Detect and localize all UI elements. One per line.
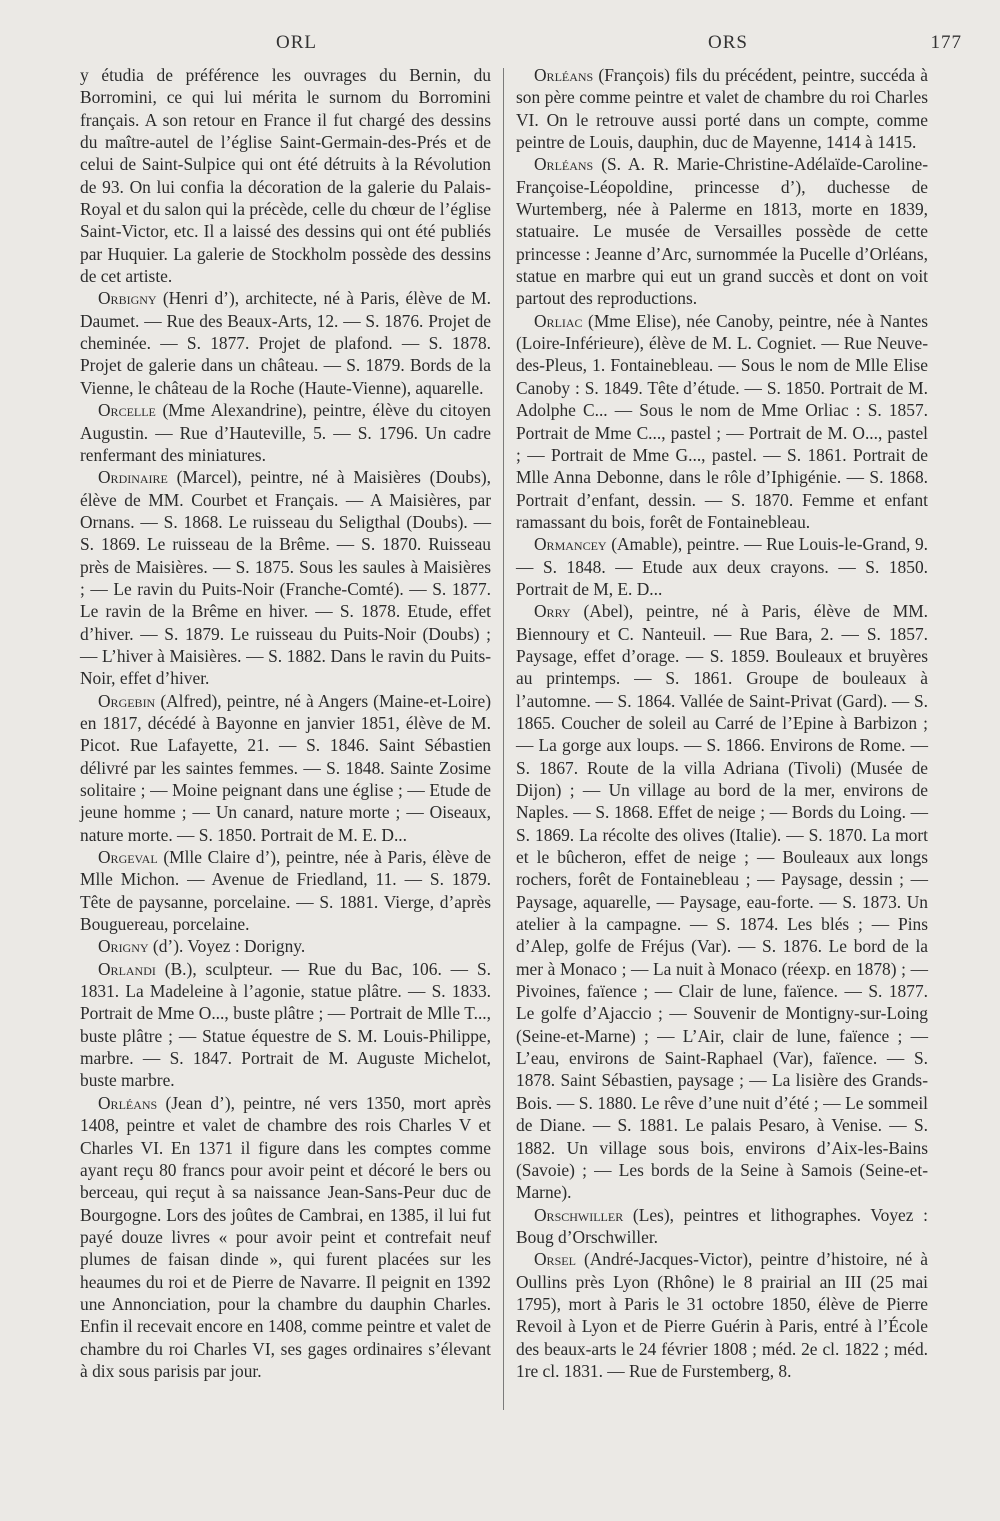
entry-name: Ormancey — [534, 534, 607, 555]
entry-name: Orsel — [534, 1249, 576, 1270]
entry-name: Origny — [98, 936, 149, 957]
entry-text: (d’). Voyez : Dorigny. — [148, 936, 306, 957]
entry-name: Orlandi — [98, 958, 156, 979]
column-divider — [503, 68, 504, 1410]
entry-text: (Amable), peintre. — Rue Louis-le-Grand, 9. — S. 1848. — Etude aux deux crayons. — S. 1850. Portrait de M, E. D... — [516, 534, 928, 599]
entry-text: (B.), sculpteur. — Rue du Bac, 106. — S. 1831. La Madeleine à l’agonie, statue plâtre. — S. 1833. Portrait de Mme O..., buste plâtre ; — Portrait de Mlle T..., buste plâtre ; — Statue équestre de S. M. Louis-Philippe, marbre. — S. 1847. Portrait de M. Auguste Michelot, buste marbre. — [80, 958, 491, 1091]
entry-paragraph — [80, 846, 491, 935]
entry-text: (Henri d’), architecte, né à Paris, élève de M. Daumet. — Rue des Beaux-Arts, 12. — S. 1876. Projet de cheminée. — S. 1877. Projet de plafond. — S. 1878. Projet de galerie dans un château. — S. 1879. Bords de la Vienne, le château de la Roche (Haute-Vienne), aquarelle. — [80, 288, 491, 398]
entry-name: Orléans — [98, 1092, 158, 1113]
entry-text: (Mme Alexandrine), peintre, élève du citoyen Augustin. — Rue d’Hauteville, 5. — S. 1796. Un cadre renfermant des miniatures. — [80, 400, 491, 465]
left-column — [80, 64, 491, 1382]
entry-text: (Mme Elise), née Canoby, peintre, née à Nantes (Loire-Inférieure), élève de M. L. Cogniet. — Rue Neuve-des-Pleus, 1. Fontainebleau. — Sous le nom de Mlle Elise Canoby : S. 1849. Tête d’étude. — S. 1850. Portrait de M. Adolphe C... — Sous le nom de Mme Orliac : S. 1857. Portrait de Mme C..., pastel ; — Portrait de M. O..., pastel ; — Portrait de Mme G..., pastel. — S. 1861. Portrait de Mlle Anna Debonne, dans le rôle d’Iphigénie. — S. 1868. Portrait d’enfant, dessin. — S. 1870. Femme et enfant ramassant du bois, forêt de Fontainebleau. — [516, 310, 928, 532]
entry-text: (Marcel), peintre, né à Maisières (Doubs), élève de MM. Courbet et Français. — A Maisières, par Ornans. — S. 1868. Le ruisseau du Seligthal (Doubs). — S. 1869. Le ruisseau de la Brême. — S. 1870. Ruisseau près de Maisières. — S. 1875. Sous les saules à Maisières ; — Le ravin du Puits-Noir (Franche-Comté). — S. 1877. Le ravin de la Brême en hiver. — S. 1878. Etude, effet d’hiver. — S. 1879. Le ruisseau du Puits-Noir (Doubs) ; — L’hiver à Maisières. — S. 1882. Dans le ravin du Puits-Noir, effet d’hiver. — [80, 467, 491, 689]
entry-text: y étudia de préférence les ouvrages du Bernin, du Borromini, ce qui lui mérita le surnom du Borromini français. A son retour en France il fut chargé des dessins du maître-autel de l’église Saint-Germain-des-Prés et de celui de Saint-Sulpice qui ont été détruits à la Révolution de 93. On lui confia la décoration de la galerie du Palais-Royal et du salon qui la précède, celle du chœur de l’église Saint-Victor, etc. Il a laissé des dessins qui ont été publiés par Huquier. La galerie de Stockholm possède des dessins de cet artiste. — [80, 65, 491, 287]
entry-paragraph — [516, 600, 928, 1203]
entry-paragraph — [516, 1204, 928, 1249]
entry-text: (Abel), peintre, né à Paris, élève de MM. Biennoury et C. Nanteuil. — Rue Bara, 2. — S. 1857. Paysage, effet d’orage. — S. 1859. Bouleaux et bruyères au printemps. — S. 1861. Groupe de bouleaux à l’automne. — S. 1864. Vallée de Saint-Privat (Gard). — S. 1865. Coucher de soleil au Carré de l’Epine à Barbizon ; — La gorge aux loups. — S. 1866. Environs de Rome. — S. 1867. Route de la villa Adriana (Tivoli) (Musée de Dijon) ; — Un village au bord de la mer, environs de Naples. — S. 1868. Effet de neige ; — Bords du Loing. — S. 1869. La récolte des olives (Italie). — S. 1870. La mort et le bûcheron, effet de neige ; — Bouleaux aux longs rochers, forêt de Fontainebleau ; — Paysage, dessin ; — Paysage, aquarelle, — Paysage, eau-forte. — S. 1873. Un atelier à la campagne. — S. 1874. Les blés ; — Pins d’Alep, golfe de Fréjus (Var). — S. 1876. Le bord de la mer à Monaco ; — La nuit à Monaco (réexp. en 1878) ; — Pivoines, faïence ; — Clair de lune, faïence. — S. 1877. Le golfe d’Ajaccio ; — Souvenir de Montigny-sur-Loing (Seine-et-Marne) ; — L’Air, clair de lune, faïence ; — L’eau, environs de Saint-Raphael (Var), faïence. — S. 1878. Saint Sébastien, paysage ; — La lisière des Grands-Bois. — S. 1880. Le rêve d’une nuit d’été ; — Le sommeil de Diane. — S. 1881. Le palais Pesaro, à Venise. — S. 1882. Un village sous bois, environs d’Aix-les-Bains (Savoie) ; — Les bords de la Seine à Samois (Seine-et-Marne). — [516, 601, 928, 1203]
entry-name: Orgeval — [98, 847, 158, 868]
header-right-word: ORS — [708, 32, 748, 53]
entry-paragraph — [80, 399, 491, 466]
right-column — [516, 64, 928, 1382]
entry-text: (Les), peintres et lithographes. Voyez : Boug d’Orschwiller. — [516, 1204, 928, 1247]
entry-paragraph — [80, 1092, 491, 1382]
entry-text: (S. A. R. Marie-Christine-Adélaïde-Caroline-Françoise-Léopoldine, princesse d’), duchesse de Wurtemberg, née à Palerme en 1813, morte en 1839, statuaire. Le musée de Versailles possède de cette princesse : Jeanne d’Arc, surnommée la Pucelle d’Orléans, statue en marbre qui eut un grand succès et dont on voit partout des reproductions. — [516, 154, 928, 309]
running-header — [80, 32, 962, 62]
entry-paragraph — [516, 1248, 928, 1382]
entry-name: Orry — [534, 601, 571, 622]
entry-paragraph — [80, 466, 491, 689]
entry-name: Orbigny — [98, 288, 157, 309]
header-left-word: ORL — [276, 32, 317, 53]
entry-paragraph — [80, 64, 491, 287]
entry-text: (Jean d’), peintre, né vers 1350, mort après 1408, peintre et valet de chambre des rois Charles V et Charles VI. En 1371 il figure dans les comptes comme ayant reçu 80 francs pour avoir peint et décoré le bers ou berceau, qui reçut à sa naissance Jean-Sans-Peur duc de Bourgogne. Lors des joûtes de Cambrai, en 1385, il lui fut payé douze livres « pour avoir peint et contrefait neuf plumes de faisan dinde », qui furent placées sur les heaumes du roi et de Pierre de Navarre. Il peignit en 1392 une Annonciation, pour la chambre du dauphin Charles. Enfin il recevait encore en 1408, comme peintre et valet de chambre du roi Charles VI, ses gages ordinaires s’élevant à dix sous parisis par jour. — [80, 1092, 491, 1381]
entry-paragraph — [80, 690, 491, 846]
entry-paragraph — [80, 958, 491, 1092]
entry-name: Orliac — [534, 310, 583, 331]
entry-paragraph — [516, 153, 928, 309]
page-number: 177 — [930, 32, 962, 53]
entry-name: Orléans — [534, 154, 594, 175]
entry-text: (Alfred), peintre, né à Angers (Maine-et-Loire) en 1817, décédé à Bayonne en janvier 1851, élève de M. Picot. Rue Lafayette, 21. — S. 1846. Saint Sébastien délivré par les saintes femmes. — S. 1848. Sainte Zosime solitaire ; — Moine peignant dans une église ; — Etude de jeune homme ; — Un canard, nature morte ; — Oiseaux, nature morte. — S. 1850. Portrait de M. E. D... — [80, 690, 491, 845]
entry-name: Ordinaire — [98, 467, 168, 488]
entry-paragraph — [516, 64, 928, 153]
entry-text: (André-Jacques-Victor), peintre d’histoire, né à Oullins près Lyon (Rhône) le 8 prairial an III (25 mai 1795), mort à Paris le 31 octobre 1850, élève de Pierre Revoil à Lyon et de Pierre Guérin à Paris, entré à l’École des beaux-arts le 24 février 1808 ; méd. 2e cl. 1822 ; méd. 1re cl. 1831. — Rue de Furstemberg, 8. — [516, 1249, 928, 1381]
entry-name: Orschwiller — [534, 1204, 624, 1225]
entry-paragraph — [516, 533, 928, 600]
entry-paragraph — [80, 287, 491, 399]
entry-text: (François) fils du précédent, peintre, succéda à son père comme peintre et valet de chambre du roi Charles VI. On le retrouve aussi porté dans un compte, comme peintre de Louis, dauphin, duc de Mayenne, 1414 à 1415. — [516, 65, 928, 153]
entry-text: (Mlle Claire d’), peintre, née à Paris, élève de Mlle Michon. — Avenue de Friedland, 11. — S. 1879. Tête de paysanne, porcelaine. — S. 1881. Vierge, d’après Bouguereau, porcelaine. — [80, 847, 491, 935]
entry-paragraph — [516, 310, 928, 533]
entry-name: Orgebin — [98, 690, 156, 711]
entry-paragraph — [80, 935, 491, 957]
entry-name: Orcelle — [98, 400, 156, 421]
entry-name: Orléans — [534, 65, 594, 85]
